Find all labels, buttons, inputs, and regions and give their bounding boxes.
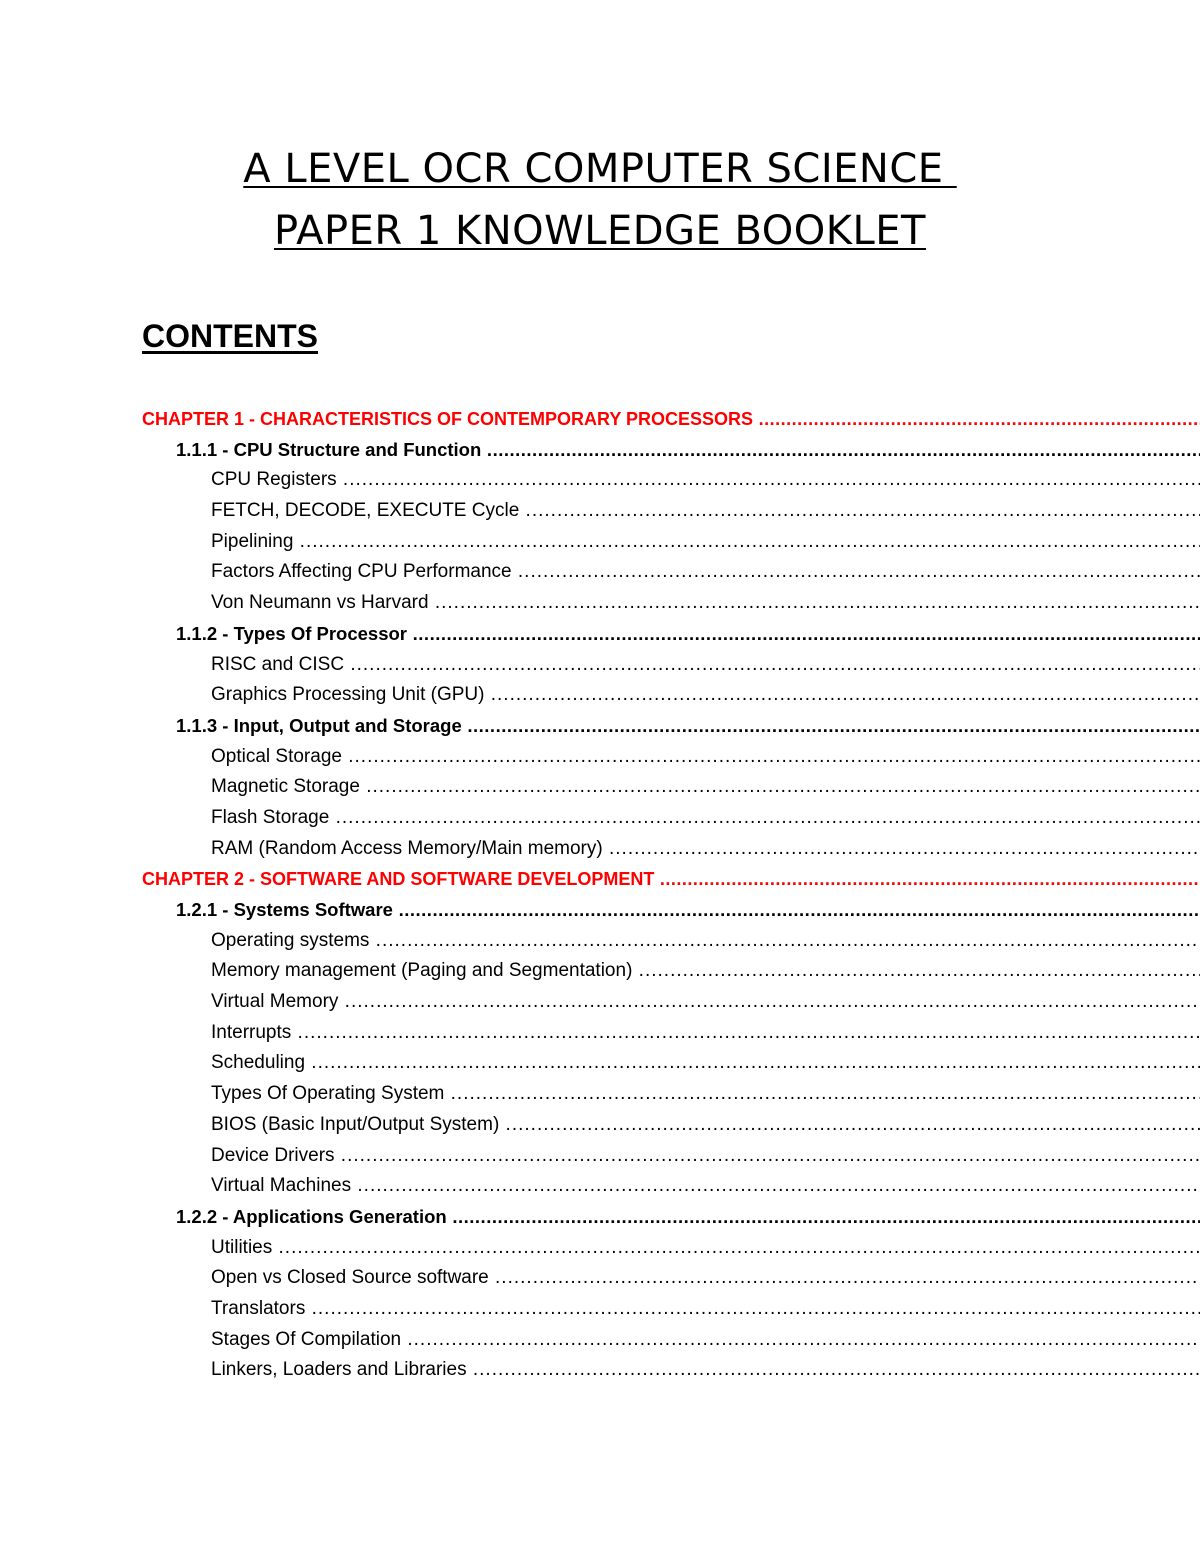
toc-topic-entry[interactable] [0,557,1200,588]
toc-topic-entry[interactable] [0,1048,1200,1079]
toc-topic-entry[interactable] [0,1141,1200,1172]
toc-topic-entry[interactable] [0,742,1200,773]
toc-entry-label: CHAPTER 1 - CHARACTERISTICS OF CONTEMPORARY PROCESSORS ..... [142,404,1200,435]
toc-topic-entry[interactable] [0,987,1200,1018]
toc-section-entry[interactable] [0,711,1200,742]
toc-topic-entry[interactable] [0,834,1200,865]
toc-section-entry[interactable] [0,1202,1200,1233]
toc-entry-label: CPU Registers ..... [211,465,1200,496]
toc-topic-entry[interactable] [0,1355,1200,1386]
document-title [0,138,1200,262]
toc-topic-entry[interactable] [0,680,1200,711]
toc-entry-label: Von Neumann vs Harvard ..... [211,588,1200,619]
contents-heading: CONTENTS [142,318,318,354]
toc-entry-label: Optical Storage ..... [211,742,1200,773]
toc-topic-entry[interactable] [0,1294,1200,1325]
toc-entry-label: Flash Storage ..... [211,803,1200,834]
title-line-1: A LEVEL OCR COMPUTER SCIENCE [243,146,957,192]
toc-entry-label: RAM (Random Access Memory/Main memory) ..... [211,834,1200,865]
toc-entry-label: CHAPTER 2 - SOFTWARE AND SOFTWARE DEVELOPMENT ..... [142,864,1200,895]
toc-topic-entry[interactable] [0,1325,1200,1356]
toc-section-entry[interactable] [0,619,1200,650]
toc-topic-entry[interactable] [0,803,1200,834]
toc-entry-label: RISC and CISC ..... [211,650,1200,681]
toc-entry-label: Memory management (Paging and Segmentation) ..... [211,956,1200,987]
toc-topic-entry[interactable] [0,956,1200,987]
toc-entry-label: Magnetic Storage ..... [211,772,1200,803]
toc-topic-entry[interactable] [0,1263,1200,1294]
toc-entry-label: 1.2.1 - Systems Software ..... [176,895,1200,926]
toc-entry-label: Graphics Processing Unit (GPU) ..... [211,680,1200,711]
toc-section-entry[interactable] [0,895,1200,926]
toc-entry-label: Virtual Memory ..... [211,987,1200,1018]
toc-entry-label: Scheduling ..... [211,1048,1200,1079]
toc-topic-entry[interactable] [0,1171,1200,1202]
toc-entry-label: Linkers, Loaders and Libraries ..... [211,1355,1200,1386]
toc-entry-label: Factors Affecting CPU Performance ..... [211,557,1200,588]
toc-topic-entry[interactable] [0,1018,1200,1049]
toc-topic-entry[interactable] [0,465,1200,496]
toc-entry-label: Translators ..... [211,1294,1200,1325]
toc-topic-entry[interactable] [0,588,1200,619]
toc-entry-label: Utilities ..... [211,1233,1200,1264]
toc-entry-label: Virtual Machines ..... [211,1171,1200,1202]
toc-entry-label: Stages Of Compilation ..... [211,1325,1200,1356]
toc-entry-label: Open vs Closed Source software ..... [211,1263,1200,1294]
table-of-contents [0,404,1200,1386]
toc-entry-label: Pipelining ..... [211,527,1200,558]
toc-topic-entry[interactable] [0,1110,1200,1141]
title-line-2: PAPER 1 KNOWLEDGE BOOKLET [274,208,926,254]
toc-topic-entry[interactable] [0,926,1200,957]
toc-section-entry[interactable] [0,435,1200,466]
toc-topic-entry[interactable] [0,1233,1200,1264]
toc-entry-label: FETCH, DECODE, EXECUTE Cycle ..... [211,496,1200,527]
toc-entry-label: Device Drivers ..... [211,1141,1200,1172]
toc-entry-label: Types Of Operating System ..... [211,1079,1200,1110]
toc-chapter-entry[interactable] [0,404,1200,435]
toc-entry-label: BIOS (Basic Input/Output System) ..... [211,1110,1200,1141]
toc-entry-label: 1.1.3 - Input, Output and Storage ..... [176,711,1200,742]
toc-chapter-entry[interactable] [0,864,1200,895]
toc-entry-label: Operating systems ..... [211,926,1200,957]
toc-topic-entry[interactable] [0,527,1200,558]
toc-entry-label: 1.1.1 - CPU Structure and Function ..... [176,435,1200,466]
toc-topic-entry[interactable] [0,496,1200,527]
toc-entry-label: 1.2.2 - Applications Generation ..... [176,1202,1200,1233]
toc-entry-label: Interrupts ..... [211,1018,1200,1049]
toc-topic-entry[interactable] [0,772,1200,803]
toc-entry-label: 1.1.2 - Types Of Processor ..... [176,619,1200,650]
toc-topic-entry[interactable] [0,1079,1200,1110]
toc-topic-entry[interactable] [0,650,1200,681]
